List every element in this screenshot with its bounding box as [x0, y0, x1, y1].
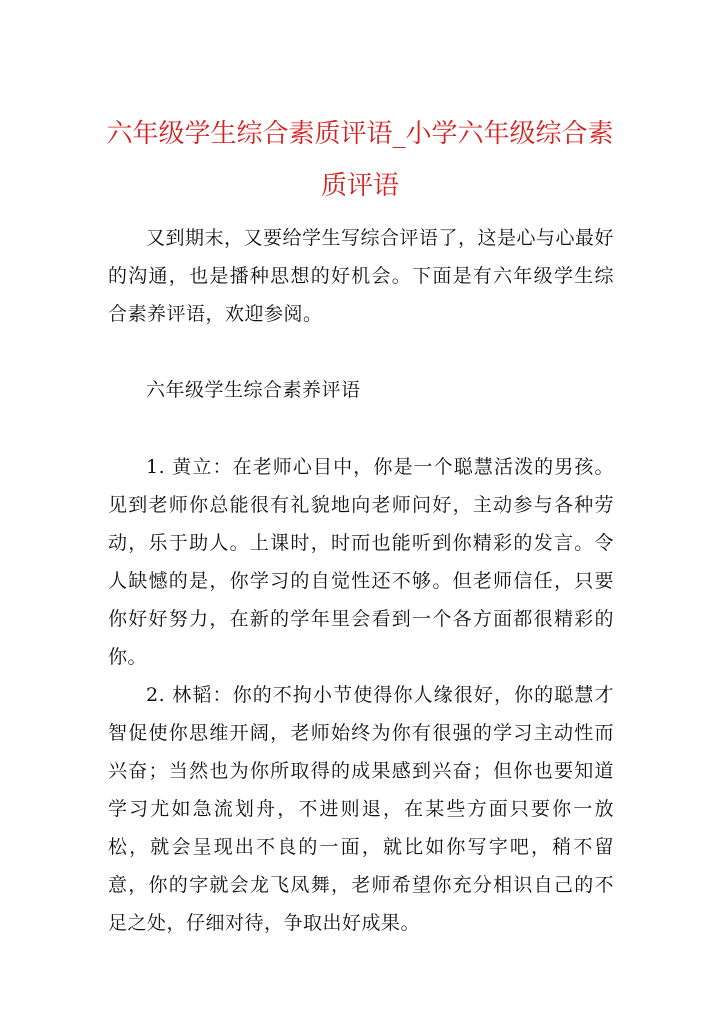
comment-paragraph-2: 2. 林韬：你的不拘小节使得你人缘很好，你的聪慧才智促使你思维开阔，老师始终为你有很强的学习主动性而兴奋；当然也为你所取得的成果感到兴奋；但你也要知道学习尤如急流划舟，不进则退，在某些方面只要你一放松，就会呈现出不良的一面，就比如你写字吧，稍不留意，你的字就会龙飞凤舞，老师希望你充分相识自己的不足之处，仔细对待，争取出好成果。	[108, 684, 614, 934]
intro-paragraph: 又到期末，又要给学生写综合评语了，这是心与心最好的沟通，也是播种思想的好机会。下面是有六年级学生综合素养评语，欢迎参阅。	[108, 227, 615, 325]
comment-paragraph-1: 1. 黄立：在老师心目中，你是一个聪慧活泼的男孩。见到老师你总能很有礼貌地向老师问好，主动参与各种劳动，乐于助人。上课时，时而也能听到你精彩的发言。令人缺憾的是，你学习的自觉性还不够。但老师信任，只要你好好努力，在新的学年里会看到一个各方面都很精彩的你。	[108, 456, 614, 668]
document-title: 六年级学生综合素质评语_小学六年级综合素质评语	[106, 119, 614, 201]
section-subheading: 六年级学生综合素养评语	[146, 379, 361, 401]
